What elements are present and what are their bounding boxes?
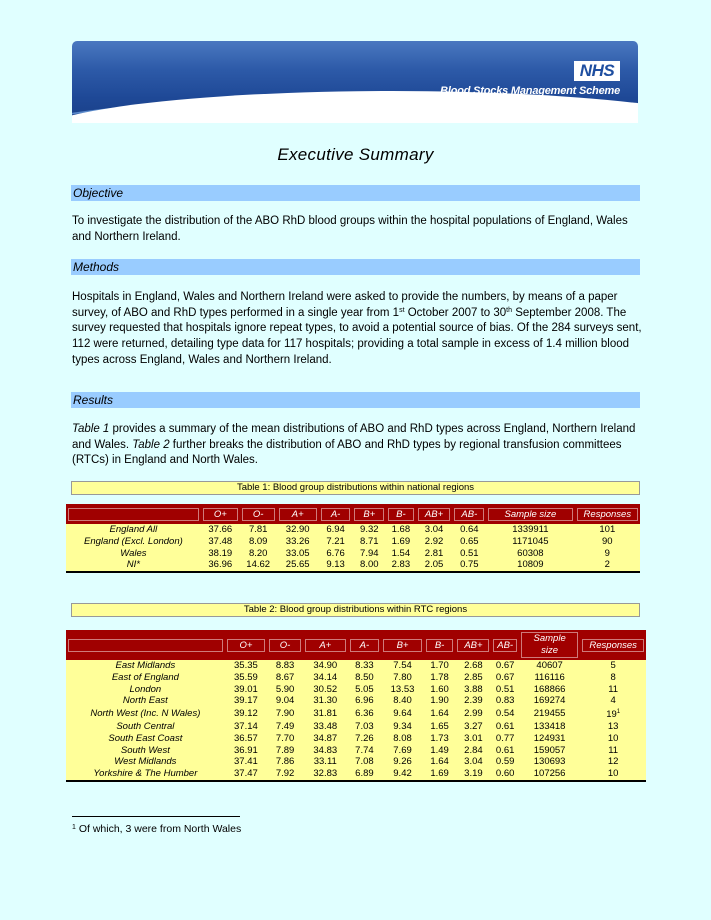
table-cell: 2.68 <box>464 660 483 671</box>
column-header: O- <box>267 630 303 660</box>
table-cell: 130693 <box>533 756 566 768</box>
table-cell: 5.90 <box>275 683 295 695</box>
table-cell: 3.04 <box>464 756 483 768</box>
table-cell: 6.89 <box>348 768 382 781</box>
table-cell: 5.05 <box>355 683 374 695</box>
row-label: England All <box>109 524 158 535</box>
table-cell: 6.36 <box>355 708 374 720</box>
table-cell: 30.52 <box>313 683 338 695</box>
table-cell: 35.59 <box>234 671 258 683</box>
table-row <box>66 756 646 768</box>
table-cell: 7.90 <box>275 708 295 720</box>
table-cell: 36.96 <box>201 559 240 572</box>
header-cell-label <box>66 504 201 524</box>
table-cell: 107256 <box>519 768 580 781</box>
row-label: London <box>129 683 162 695</box>
header-row <box>66 504 640 524</box>
row-label: Wales <box>120 547 147 559</box>
table-cell: 0.61 <box>495 744 515 756</box>
table-row <box>66 695 646 707</box>
table-row <box>66 721 646 733</box>
table-cell: 12 <box>607 756 619 768</box>
table-cell: 8.33 <box>355 660 374 671</box>
table-cell: 34.14 <box>313 671 338 683</box>
table-cell: 36.91 <box>234 744 258 756</box>
page-title: Executive Summary <box>277 145 434 164</box>
column-header: O- <box>240 504 277 524</box>
nhs-logo: NHS <box>574 61 620 81</box>
table-cell: 1.69 <box>391 535 411 547</box>
table-cell: 5 <box>610 660 616 671</box>
table-cell: 7.81 <box>248 524 268 535</box>
table-cell: 25.65 <box>277 559 319 572</box>
table-cell: 32.90 <box>285 524 310 535</box>
table-row <box>66 524 640 536</box>
table2-caption: Table 2: Blood group distributions within RTC regions <box>71 603 640 617</box>
table-row <box>66 707 646 721</box>
table-cell: 101 <box>599 524 616 535</box>
table-cell: 7.21 <box>326 535 345 547</box>
table-cell: 1.73 <box>430 732 449 744</box>
table-cell: 13 <box>607 720 619 732</box>
row-label: South Central <box>116 720 175 732</box>
table-row <box>66 768 646 781</box>
table-cell: 4 <box>610 695 616 707</box>
table-cell: 7.49 <box>275 720 295 732</box>
footnote: $^1$ Of which, 3 were from North Wales <box>72 823 242 835</box>
table-cell: 7.92 <box>267 768 303 781</box>
table-cell: 2 <box>575 559 640 572</box>
table-cell: 6.76 <box>326 547 345 559</box>
column-header: A- <box>348 630 382 660</box>
table-cell: 0.60 <box>491 768 519 781</box>
table-cell: 7.70 <box>275 732 295 744</box>
table-cell: 10809 <box>486 559 574 572</box>
table-cell: 0.75 <box>452 559 486 572</box>
table-cell: 1.90 <box>430 695 449 707</box>
table-cell: 14.62 <box>240 559 277 572</box>
table-cell: 2.92 <box>424 535 444 547</box>
table-cell: 31.81 <box>313 708 338 720</box>
table-cell: 2.85 <box>464 671 483 683</box>
column-header: A+ <box>303 630 347 660</box>
table-cell: $19^1$ <box>606 709 621 721</box>
row-label: Yorkshire & The Humber <box>66 768 225 781</box>
table-cell: 90 <box>602 535 613 547</box>
table-cell: 1.64 <box>430 708 449 720</box>
table-cell: 2.84 <box>464 744 483 756</box>
table-cell: 0.51 <box>495 683 515 695</box>
table-cell: 8.83 <box>275 660 295 671</box>
table-cell: 7.03 <box>355 720 374 732</box>
table-cell: 7.94 <box>360 547 379 559</box>
table-cell: 3.88 <box>464 683 483 695</box>
table-cell: 0.61 <box>495 720 515 732</box>
table-cell: 7.89 <box>275 744 295 756</box>
column-header: O+ <box>201 504 240 524</box>
row-label: England (Excl. London) <box>84 535 183 547</box>
table-cell: 37.66 <box>208 524 233 535</box>
row-label: West Midlands <box>114 756 177 768</box>
table-cell: 0.77 <box>495 732 515 744</box>
table-cell: 60308 <box>517 547 544 559</box>
table-cell: 38.19 <box>208 547 233 559</box>
table-cell: 6.94 <box>326 524 345 535</box>
table-cell: 33.26 <box>285 535 310 547</box>
column-header: B+ <box>352 504 386 524</box>
row-label: South West <box>120 744 170 756</box>
header-row <box>66 630 646 660</box>
table-row <box>66 684 646 696</box>
row-label: North East <box>122 695 168 707</box>
table-cell: 0.83 <box>495 695 515 707</box>
table-cell: 39.17 <box>234 695 258 707</box>
column-header: B+ <box>381 630 423 660</box>
table-row <box>66 548 640 560</box>
table-cell: 3.19 <box>455 768 491 781</box>
table-cell: 8.08 <box>393 732 412 744</box>
table1-caption: Table 1: Blood group distributions within national regions <box>71 481 640 495</box>
table-cell: 7.69 <box>393 744 412 756</box>
table-cell: 133418 <box>533 720 566 732</box>
column-header: A+ <box>277 504 319 524</box>
table-cell: 37.14 <box>234 720 258 732</box>
table-cell: 1.49 <box>430 744 449 756</box>
table-cell: 33.05 <box>285 547 310 559</box>
column-header: AB- <box>452 504 486 524</box>
table-cell: 8.40 <box>393 695 412 707</box>
row-label: NI* <box>66 559 201 572</box>
table-cell: 11 <box>608 683 619 695</box>
table-cell: 7.80 <box>393 671 412 683</box>
row-label: East of England <box>111 671 179 683</box>
table-cell: 1.65 <box>430 720 449 732</box>
table-cell: 0.54 <box>495 708 515 720</box>
table-cell: 39.12 <box>234 708 258 720</box>
table-cell: 0.51 <box>460 547 479 559</box>
column-header: Sample size <box>519 630 580 660</box>
column-header: AB+ <box>416 504 453 524</box>
table-cell: 7.54 <box>393 660 412 671</box>
table-cell: 1.54 <box>391 547 411 559</box>
scheme-name: Blood Stocks Management Scheme <box>440 85 620 97</box>
table-cell: 10 <box>607 732 619 744</box>
objective-heading: Objective <box>71 185 640 201</box>
table-cell: 7.08 <box>355 756 374 768</box>
table-cell: 8 <box>610 671 616 683</box>
table-cell: 34.90 <box>313 660 338 671</box>
table-cell: 13.53 <box>390 683 415 695</box>
table-cell: 169274 <box>533 695 566 707</box>
table-cell: 2.81 <box>424 547 444 559</box>
table-cell: 0.59 <box>495 756 515 768</box>
table-cell: 7.74 <box>355 744 374 756</box>
table-cell: 9.64 <box>393 708 412 720</box>
table-cell: 8.71 <box>360 535 379 547</box>
column-header: B- <box>386 504 415 524</box>
table-cell: 33.11 <box>313 756 337 768</box>
table-cell: 3.04 <box>424 524 444 535</box>
table-row <box>66 733 646 745</box>
table-cell: 9.04 <box>275 695 295 707</box>
table-cell: 1.60 <box>430 683 449 695</box>
column-header: A- <box>319 504 353 524</box>
footnote-divider <box>72 816 240 817</box>
table-row <box>66 660 646 672</box>
table-cell: 37.47 <box>225 768 267 781</box>
results-text: Table 1 provides a summary of the mean distributions of ABO and RhD types across England, Northern Ireland and Wales. Table 2 further breaks the distribution of ABO and RhD types by regional transfusion committees (RTCs) in England and North Wales. <box>72 423 636 467</box>
table-cell: 8.20 <box>248 547 268 559</box>
table-cell: 10 <box>580 768 646 781</box>
table2 <box>66 630 646 782</box>
table-cell: 40607 <box>536 660 563 671</box>
table-cell: 9.13 <box>319 559 353 572</box>
column-header: AB- <box>491 630 519 660</box>
table-cell: 37.48 <box>208 535 233 547</box>
table-row <box>66 672 646 684</box>
table-cell: 3.01 <box>464 732 483 744</box>
table-cell: 1339911 <box>512 524 549 535</box>
table-cell: 1.64 <box>430 756 449 768</box>
table-cell: 36.57 <box>234 732 258 744</box>
table-cell: 2.39 <box>464 695 483 707</box>
table-cell: 8.67 <box>275 671 295 683</box>
table-cell: 2.99 <box>464 708 483 720</box>
table-cell: 39.01 <box>234 683 258 695</box>
table-cell: 1.68 <box>391 524 411 535</box>
methods-text: Hospitals in England, Wales and Northern Ireland were asked to provide the numbers, by means of a paper survey, of ABO and RhD types performed in a single year from 1st October 2007 to 30th September 2008. The survey requested that hospitals ignore repeat types, to avoid a potential source of bias. Of the 284 surveys sent, 112 were returned, detailing type data for 117 hospitals; providing a total sample in excess of 1.4 million blood types across England, Wales and Northern Ireland. <box>72 291 642 366</box>
table-cell: 1.69 <box>424 768 456 781</box>
row-label: East Midlands <box>115 660 176 671</box>
table-cell: 9.34 <box>393 720 412 732</box>
table-cell: 34.87 <box>313 732 338 744</box>
footnote-marker: 1 <box>616 709 621 716</box>
table-cell: 0.67 <box>495 660 515 671</box>
column-header: O+ <box>225 630 267 660</box>
table-cell: 8.00 <box>352 559 386 572</box>
table-cell: 1.78 <box>430 671 449 683</box>
table-row <box>66 745 646 757</box>
table-cell: 37.41 <box>234 756 258 768</box>
table-cell: 2.05 <box>416 559 453 572</box>
table-cell: 116116 <box>534 671 565 683</box>
methods-heading: Methods <box>71 259 640 275</box>
row-label: North West (Inc. N Wales) <box>90 708 201 720</box>
table-cell: 9.32 <box>360 524 379 535</box>
table-cell: 3.27 <box>464 720 483 732</box>
objective-text: To investigate the distribution of the ABO RhD blood groups within the hospital populations of England, Wales and Northern Ireland. <box>72 215 628 243</box>
table-row <box>66 536 640 548</box>
table-cell: 9.26 <box>393 756 412 768</box>
table-cell: 0.67 <box>495 671 515 683</box>
table-cell: 33.48 <box>313 720 338 732</box>
row-label: South East Coast <box>108 732 183 744</box>
table-cell: 6.96 <box>355 695 374 707</box>
column-header: Responses <box>575 504 640 524</box>
table-cell: 1171045 <box>512 535 549 547</box>
header-cell-label <box>66 630 225 660</box>
table-cell: 9 <box>604 547 610 559</box>
table-cell: 9.42 <box>381 768 423 781</box>
table-cell: 1.70 <box>430 660 449 671</box>
table-cell: 11 <box>608 744 619 756</box>
table-cell: 0.64 <box>460 524 479 535</box>
header-banner <box>72 41 638 123</box>
table-row <box>66 559 640 572</box>
column-header: B- <box>424 630 456 660</box>
table-cell: 219455 <box>533 708 566 720</box>
table-cell: 34.83 <box>313 744 338 756</box>
table-cell: 8.50 <box>355 671 374 683</box>
table-cell: 8.09 <box>248 535 268 547</box>
table-cell: 35.35 <box>234 660 258 671</box>
column-header: Responses <box>580 630 646 660</box>
table-cell: 2.83 <box>386 559 415 572</box>
table-cell: 159057 <box>533 744 566 756</box>
results-heading: Results <box>71 392 640 408</box>
table1 <box>66 504 640 573</box>
table-cell: 7.86 <box>275 756 295 768</box>
table-cell: 32.83 <box>303 768 347 781</box>
table-cell: 0.65 <box>460 535 479 547</box>
column-header: Sample size <box>486 504 574 524</box>
table-cell: 124931 <box>533 732 566 744</box>
table-cell: 7.26 <box>355 732 374 744</box>
column-header: AB+ <box>455 630 491 660</box>
table-cell: 168866 <box>533 683 566 695</box>
table-cell: 31.30 <box>313 695 338 707</box>
